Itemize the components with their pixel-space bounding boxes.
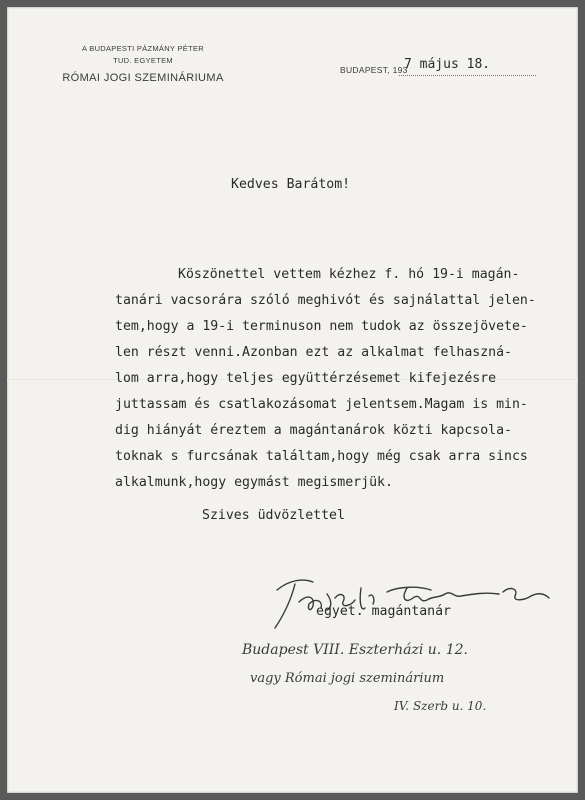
body-line: Köszönettel vettem kézhez f. hó 19-i magán- [178, 267, 520, 282]
address-line: IV. Szerb u. 10. [394, 699, 487, 713]
body-line: tanári vacsorára szóló meghivót és sajnálattal jelen- [115, 293, 536, 308]
body-line: lom arra,hogy teljes együttérzésemet kifejezésre [115, 371, 497, 386]
letterhead-line-1: A BUDAPESTI PÁZMÁNY PÉTER [82, 44, 204, 53]
signatory-title: egyet. magántanár [316, 604, 451, 619]
body-line: dig hiányát éreztem a magántanárok közti kapcsola- [115, 423, 512, 438]
closing: Szives üdvözlettel [202, 508, 345, 523]
address-line: Budapest VIII. Eszterházi u. 12. [242, 642, 468, 658]
body-line: toknak s furcsának találtam,hogy még csak arra sincs [115, 449, 528, 464]
letter-page [7, 7, 578, 793]
greeting: Kedves Barátom! [231, 177, 351, 192]
date-place: BUDAPEST, 193 [340, 65, 408, 75]
letterhead-line-2: TUD. EGYETEM [113, 56, 173, 65]
body-line: tem,hogy a 19-i terminuson nem tudok az összejövete- [115, 319, 528, 334]
address-line: vagy Római jogi szeminárium [250, 671, 445, 686]
body-line: juttassam és csatlakozásomat jelentsem.Magam is min- [115, 397, 528, 412]
body-line: len részt venni.Azonban ezt az alkalmat felhaszná- [115, 345, 512, 360]
date-value: 7 május 18. [404, 57, 491, 72]
body-line: alkalmunk,hogy egymást megismerjük. [115, 475, 393, 490]
date-underline [399, 75, 536, 76]
letterhead-institute: RÓMAI JOGI SZEMINÁRIUMA [62, 72, 224, 84]
handwritten-signature [269, 572, 559, 634]
